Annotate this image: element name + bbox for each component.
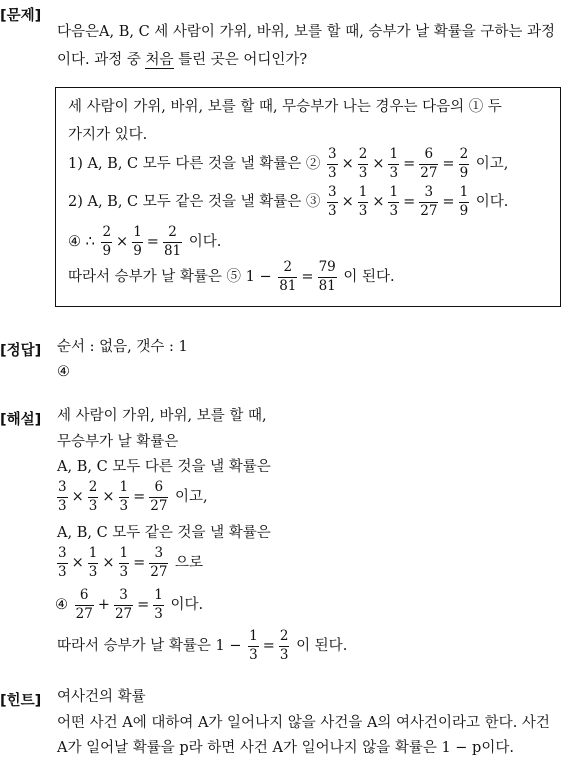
fraction: $\frac{6}{27}$ — [420, 146, 438, 181]
box-line6 — [68, 259, 395, 295]
solution-line7-end: 이다. — [170, 597, 204, 613]
times-sign: × — [341, 156, 354, 172]
solution-line7-mark: ④ — [55, 597, 68, 613]
hint-line2: A가 일어날 확률을 p라 하면 사건 A가 일어나지 않을 확률은 1 − p이다. — [57, 740, 514, 756]
solution-line6-end: 으로 — [175, 555, 204, 571]
solution-label: [해설] — [0, 412, 42, 428]
box-line4-end: 이다. — [475, 194, 509, 210]
times-sign: × — [102, 489, 115, 505]
answer-line2: ④ — [57, 364, 70, 380]
box-line1: 세 사람이 가위, 바위, 보를 할 때, 무승부가 나는 경우는 다음의 ① 두 — [68, 99, 502, 115]
fraction: $\frac{79}{81}$ — [318, 259, 336, 294]
equals-sign: = — [262, 638, 275, 654]
fraction: $\frac{6}{27}$ — [150, 479, 168, 514]
fraction: $\frac{2}{3}$ — [88, 479, 98, 514]
plus-sign: + — [97, 597, 110, 613]
times-sign: × — [71, 489, 84, 505]
equals-sign: = — [442, 194, 455, 210]
box-line2: 가지가 있다. — [68, 127, 148, 143]
times-sign: × — [116, 234, 129, 250]
fraction: $\frac{2}{3}$ — [358, 146, 368, 181]
box-line4 — [68, 184, 508, 220]
equals-sign: = — [133, 489, 146, 505]
fraction: $\frac{3}{3}$ — [327, 184, 337, 219]
fraction: $\frac{1}{9}$ — [459, 184, 469, 219]
solution-line8 — [57, 628, 347, 664]
fraction: $\frac{3}{27}$ — [420, 184, 438, 219]
problem-text-part: 이다. 과정 중 — [57, 52, 146, 68]
fraction: $\frac{3}{27}$ — [150, 545, 168, 580]
fraction: $\frac{1}{9}$ — [133, 224, 142, 259]
equals-sign: = — [442, 156, 455, 172]
fraction: $\frac{3}{3}$ — [58, 479, 67, 514]
solution-line4-end: 이고, — [175, 489, 208, 505]
hint-line1: 어떤 사건 A에 대하여 A가 일어나지 않을 사건을 A의 여사건이라고 한다. 사건 — [57, 715, 550, 731]
solution-line7 — [55, 587, 203, 623]
fraction: $\frac{2}{9}$ — [102, 224, 112, 259]
hint-label: [힌트] — [0, 693, 42, 709]
fraction: $\frac{2}{81}$ — [279, 259, 297, 294]
problem-text-line1: 다음은A, B, C 세 사람이 가위, 바위, 보를 할 때, 승부가 날 확률을 구하는 과정 — [57, 24, 555, 40]
fraction: $\frac{1}{3}$ — [154, 587, 163, 622]
fraction: $\frac{6}{27}$ — [75, 587, 93, 622]
solution-line3: A, B, C 모두 다른 것을 낼 확률은 — [57, 459, 271, 475]
fraction: $\frac{1}{3}$ — [119, 479, 129, 514]
answer-line1: 순서 : 없음, 갯수 : 1 — [57, 339, 188, 355]
box-line5 — [68, 224, 221, 260]
box-line6-text: 따라서 승부가 날 확률은 ⑤ 1 − — [68, 269, 272, 285]
hint-title: 여사건의 확률 — [57, 689, 146, 705]
box-line6-end: 이 된다. — [343, 269, 395, 285]
equals-sign: = — [301, 269, 314, 285]
fraction: $\frac{3}{27}$ — [114, 587, 133, 622]
times-sign: × — [102, 555, 115, 571]
equals-sign: = — [133, 555, 146, 571]
times-sign: × — [71, 555, 84, 571]
solution-line6 — [55, 545, 203, 581]
solution-line2: 무승부가 날 확률은 — [57, 434, 179, 450]
problem-text-part: 틀린 곳은 어디인가? — [173, 52, 308, 68]
fraction: $\frac{2}{3}$ — [279, 628, 289, 663]
fraction: $\frac{1}{3}$ — [389, 146, 399, 181]
fraction: $\frac{3}{3}$ — [327, 146, 337, 181]
box-line5-end: 이다. — [188, 234, 222, 250]
equals-sign: = — [137, 597, 150, 613]
underlined-word: 처음 — [145, 52, 174, 68]
times-sign: × — [341, 194, 354, 210]
solution-line5: A, B, C 모두 같은 것을 낼 확률은 — [57, 525, 271, 541]
box-line3-end: 이고, — [475, 156, 509, 172]
fraction: $\frac{2}{81}$ — [163, 224, 182, 259]
equals-sign: = — [146, 234, 159, 250]
fraction: $\frac{1}{3}$ — [88, 545, 98, 580]
answer-label: [정답] — [0, 343, 42, 359]
solution-line8-end: 이 된다. — [296, 638, 348, 654]
problem-label: [문제] — [0, 8, 42, 24]
solution-line8-text: 따라서 승부가 날 확률은 1 − — [57, 638, 242, 654]
solution-line1: 세 사람이 가위, 바위, 보를 할 때, — [57, 408, 267, 424]
equals-sign: = — [403, 156, 416, 172]
problem-text-line2 — [57, 50, 307, 70]
fraction: $\frac{1}{3}$ — [249, 628, 258, 663]
fraction: $\frac{3}{3}$ — [58, 545, 67, 580]
box-line5-text: ④ ∴ — [68, 234, 95, 250]
equals-sign: = — [403, 194, 416, 210]
times-sign: × — [372, 156, 385, 172]
solution-line4 — [55, 479, 208, 515]
fraction: $\frac{1}{3}$ — [358, 184, 368, 219]
fraction: $\frac{1}{3}$ — [389, 184, 399, 219]
box-line4-text: 2) A, B, C 모두 같은 것을 낼 확률은 ③ — [68, 194, 321, 210]
box-line3 — [68, 146, 508, 182]
box-line3-text: 1) A, B, C 모두 다른 것을 낼 확률은 ② — [68, 156, 321, 172]
times-sign: × — [372, 194, 385, 210]
fraction: $\frac{1}{3}$ — [119, 545, 129, 580]
fraction: $\frac{2}{9}$ — [459, 146, 469, 181]
